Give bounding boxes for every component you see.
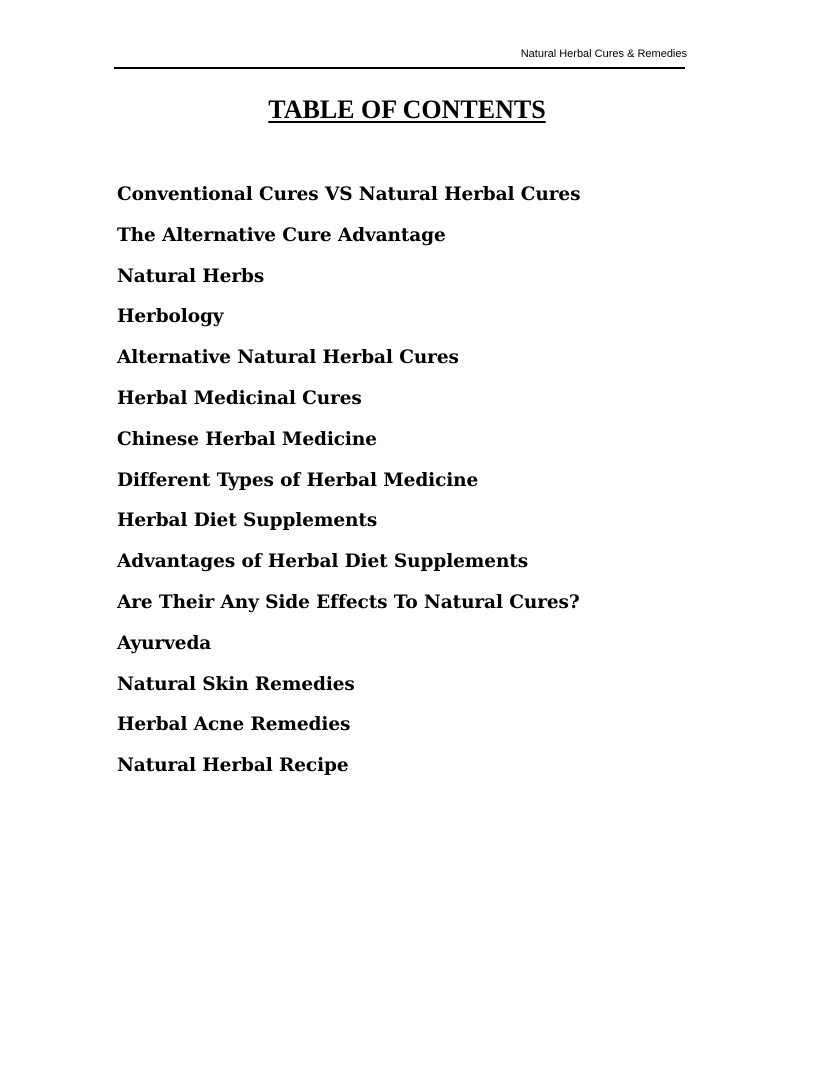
toc-item: Conventional Cures VS Natural Herbal Cures (117, 184, 581, 205)
toc-item: Advantages of Herbal Diet Supplements (117, 551, 529, 573)
page-title (0, 94, 814, 126)
header-divider (114, 67, 685, 69)
toc-item: Natural Herbal Recipe (117, 755, 349, 777)
toc-item: Different Types of Herbal Medicine (117, 469, 479, 491)
toc-item: Chinese Herbal Medicine (117, 428, 377, 450)
toc-item: Herbal Medicinal Cures (117, 387, 362, 409)
toc-item: Natural Skin Remedies (117, 673, 355, 695)
page-title-text: TABLE OF CONTENTS (268, 95, 546, 124)
toc-item: The Alternative Cure Advantage (117, 224, 446, 246)
toc-item: Ayurveda (117, 632, 212, 654)
toc-item: Herbology (117, 306, 224, 328)
toc-item: Alternative Natural Herbal Cures (117, 347, 459, 369)
toc-item: Herbal Acne Remedies (117, 714, 351, 736)
running-header: Natural Herbal Cures & Remedies (520, 48, 687, 60)
toc-item: Are Their Any Side Effects To Natural Cures? (117, 591, 580, 613)
toc-list (117, 181, 580, 793)
toc-item: Natural Herbs (117, 265, 265, 287)
toc-item: Herbal Diet Supplements (117, 510, 378, 532)
